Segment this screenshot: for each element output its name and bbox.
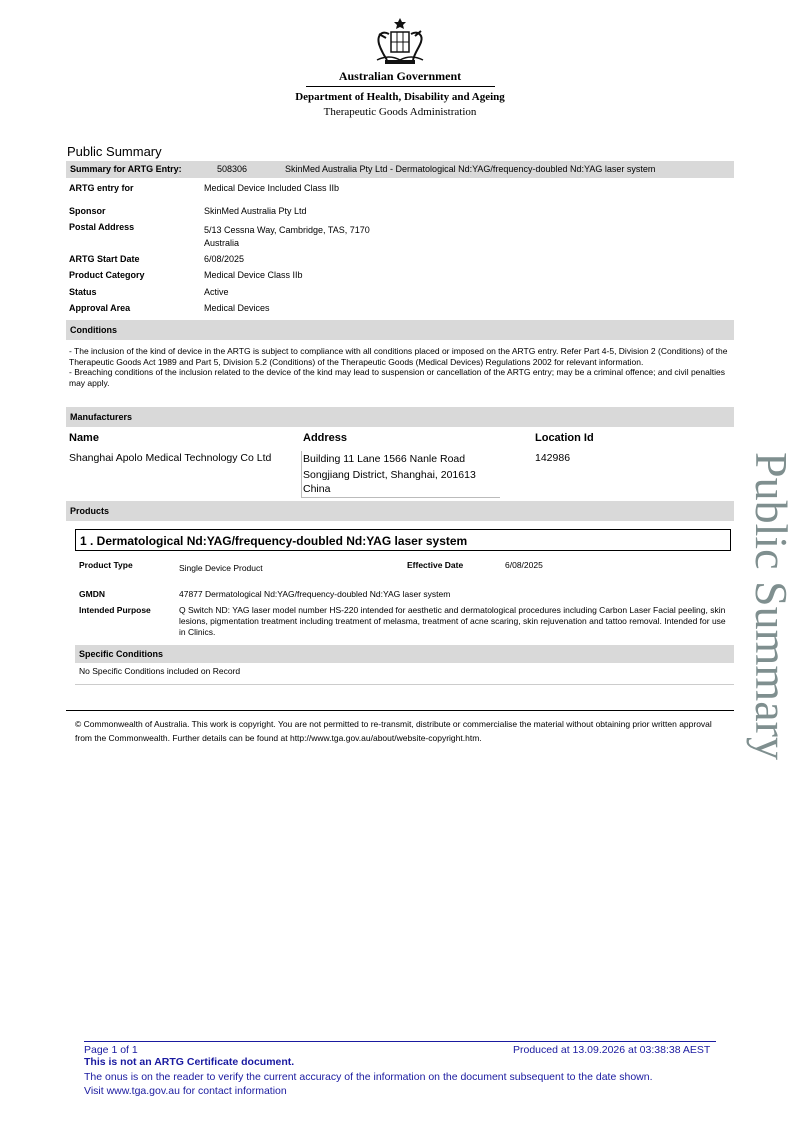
manufacturer-address-line-3: China bbox=[303, 483, 331, 495]
specific-conditions-bar: Specific Conditions bbox=[75, 645, 734, 663]
effective-date-value: 6/08/2025 bbox=[505, 560, 543, 570]
condition-line-2: - Breaching conditions of the inclusion related to the device of the kind may lead to suspension or cancellation of the ARTG entry; may be a criminal offence; and civil penalties may apply. bbox=[69, 367, 725, 388]
detail-label-approval-area: Approval Area bbox=[69, 303, 131, 313]
products-bar bbox=[66, 501, 734, 521]
product-type-value: Single Device Product bbox=[179, 563, 263, 573]
government-name: Australian Government bbox=[338, 69, 462, 83]
produced-timestamp: Produced at 13.09.2026 at 03:38:38 AEST bbox=[513, 1044, 711, 1056]
specific-conditions-divider bbox=[75, 684, 734, 685]
detail-value-start-date: 6/08/2025 bbox=[204, 254, 245, 264]
detail-value-postal: 5/13 Cessna Way, Cambridge, TAS, 7170 bbox=[204, 225, 370, 235]
manufacturer-location-id: 142986 bbox=[535, 452, 571, 464]
header-divider bbox=[306, 86, 495, 87]
manufacturer-col-name: Name bbox=[69, 432, 99, 444]
contact-info: Visit www.tga.gov.au for contact information bbox=[84, 1085, 287, 1097]
page-title: Public Summary bbox=[67, 144, 162, 159]
gmdn-value: 47877 Dermatological Nd:YAG/frequency-doubled Nd:YAG laser system bbox=[179, 589, 451, 599]
gmdn-label: GMDN bbox=[79, 589, 105, 599]
condition-line-1: - The inclusion of the kind of device in the ARTG is subject to compliance with all conditions placed or imposed on the ARTG entry. Refer Part 4-5, Division 2 (Conditions) of the Therapeutic Goods Act 1989 and Part 5, Division 5.2 (Conditions) of the Therapeutic Goods (Medical Devices) Regulations 2002 for relevant information. bbox=[69, 346, 728, 367]
page-number: Page 1 of 1 bbox=[84, 1044, 138, 1056]
detail-label-status: Status bbox=[69, 287, 97, 297]
manufacturer-address-line-1: Building 11 Lane 1566 Nanle Road bbox=[303, 453, 466, 465]
detail-label-artg-entry: ARTG entry for bbox=[69, 183, 134, 193]
footer-divider bbox=[84, 1041, 716, 1042]
entry-name: SkinMed Australia Pty Ltd - Dermatological Nd:YAG/frequency-doubled Nd:YAG laser system bbox=[285, 164, 656, 174]
detail-label-postal: Postal Address bbox=[69, 222, 135, 232]
specific-conditions-text: No Specific Conditions included on Record bbox=[79, 666, 241, 676]
product-type-label: Product Type bbox=[79, 560, 133, 570]
department-name: Department of Health, Disability and Ageing bbox=[295, 91, 505, 103]
copyright-divider bbox=[66, 710, 734, 711]
manufacturer-address-line-2: Songjiang District, Shanghai, 201613 bbox=[303, 469, 476, 481]
detail-value-sponsor: SkinMed Australia Pty Ltd bbox=[204, 206, 307, 216]
detail-value-postal-country: Australia bbox=[204, 238, 240, 248]
onus-notice: The onus is on the reader to verify the current accuracy of the information on the document subsequent to the date shown. bbox=[84, 1071, 653, 1083]
entry-number: 508306 bbox=[217, 164, 248, 174]
detail-label-sponsor: Sponsor bbox=[69, 206, 106, 216]
agency-name: Therapeutic Goods Administration bbox=[323, 106, 477, 118]
conditions-heading: Conditions bbox=[70, 325, 117, 335]
coat-of-arms-icon bbox=[369, 16, 431, 66]
summary-bar bbox=[66, 161, 734, 178]
summary-label: Summary for ARTG Entry: bbox=[70, 164, 182, 174]
product-title: 1 . Dermatological Nd:YAG/frequency-doubled Nd:YAG laser system bbox=[75, 529, 731, 551]
intended-purpose-label: Intended Purpose bbox=[79, 605, 151, 615]
manufacturers-bar bbox=[66, 407, 734, 427]
watermark-text: Public Summary bbox=[746, 452, 797, 760]
detail-value-status: Active bbox=[204, 287, 229, 297]
manufacturers-heading: Manufacturers bbox=[70, 412, 133, 422]
detail-value-artg-entry: Medical Device Included Class IIb bbox=[204, 183, 340, 193]
public-summary-watermark bbox=[738, 452, 798, 822]
conditions-text bbox=[69, 346, 731, 388]
copyright-text: © Commonwealth of Australia. This work is copyright. You are not permitted to re-transmit, distribute or commercialise the material without obtaining prior written approval from the Commonwealth. Further details can be found at http://www.tga.gov.au/about/website-copyright.htm. bbox=[75, 719, 712, 743]
manufacturer-col-location: Location Id bbox=[535, 432, 594, 444]
products-heading: Products bbox=[70, 506, 110, 516]
manufacturer-name: Shanghai Apolo Medical Technology Co Ltd bbox=[69, 452, 272, 464]
detail-value-category: Medical Device Class IIb bbox=[204, 270, 303, 280]
conditions-bar bbox=[66, 320, 734, 340]
manufacturer-col-address: Address bbox=[303, 432, 348, 444]
detail-label-category: Product Category bbox=[69, 270, 145, 280]
detail-label-start-date: ARTG Start Date bbox=[69, 254, 140, 264]
detail-value-approval-area: Medical Devices bbox=[204, 303, 270, 313]
effective-date-label: Effective Date bbox=[407, 560, 464, 570]
not-certificate-notice: This is not an ARTG Certificate document. bbox=[84, 1056, 295, 1068]
intended-purpose-value: Q Switch ND: YAG laser model number HS-220 intended for aesthetic and dermatological procedures including Carbon Laser Facial peeling, skin lesions, pigmentation treatment including treatment of melasma, treatment of acne scaring, skin rejuvenation and tattoo removal. Intended for use in Clinics. bbox=[179, 605, 726, 637]
